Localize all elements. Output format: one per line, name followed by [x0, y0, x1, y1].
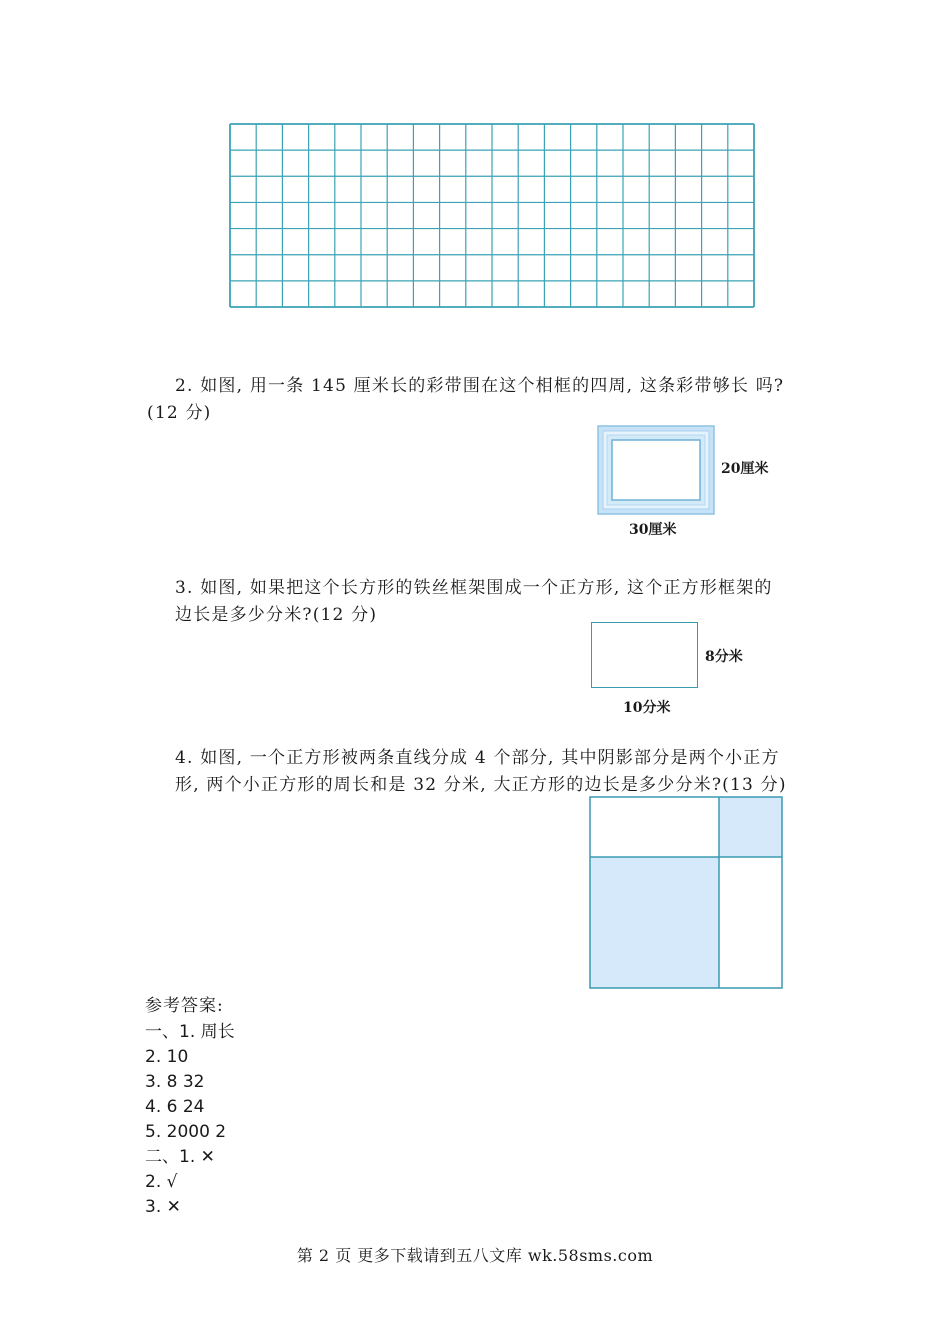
divided-square-figure [589, 796, 784, 990]
frame-height-label: 20厘米 [721, 461, 769, 477]
square-grid [229, 123, 755, 308]
answers-title: 参考答案: [145, 996, 224, 1016]
shaded-large-square [590, 857, 719, 988]
photo-frame-figure [597, 425, 715, 515]
question-4-line-1: 4. 如图, 一个正方形被两条直线分成 4 个部分, 其中阴影部分是两个小正方 [175, 748, 780, 768]
rectangle-height-label: 8分米 [705, 649, 743, 665]
page-footer: 第 2 页 更多下载请到五八文库 wk.58sms.com [296, 1246, 654, 1265]
question-4-line-2: 形, 两个小正方形的周长和是 32 分米, 大正方形的边长是多少分米?(13 分) [175, 775, 787, 795]
answer-line: 二、1. ✕ [145, 1147, 215, 1167]
rectangle-width-label: 10分米 [623, 700, 671, 716]
question-2-line-1: 2. 如图, 用一条 145 厘米长的彩带围在这个相框的四周, 这条彩带够长 吗? [175, 376, 785, 396]
answer-line: 一、1. 周长 [145, 1022, 235, 1042]
answer-line: 4. 6 24 [145, 1097, 205, 1117]
shaded-small-square [719, 797, 782, 857]
question-2-line-2: (12 分) [147, 403, 212, 423]
answer-line: 5. 2000 2 [145, 1122, 227, 1142]
answer-line: 3. ✕ [145, 1197, 181, 1217]
question-3-line-2: 边长是多少分米?(12 分) [175, 605, 378, 625]
rectangle-figure [591, 622, 698, 688]
frame-width-label: 30厘米 [629, 522, 677, 538]
question-3-line-1: 3. 如图, 如果把这个长方形的铁丝框架围成一个正方形, 这个正方形框架的 [175, 578, 773, 598]
answer-line: 3. 8 32 [145, 1072, 205, 1092]
answer-line: 2. √ [145, 1172, 178, 1192]
answer-line: 2. 10 [145, 1047, 189, 1067]
